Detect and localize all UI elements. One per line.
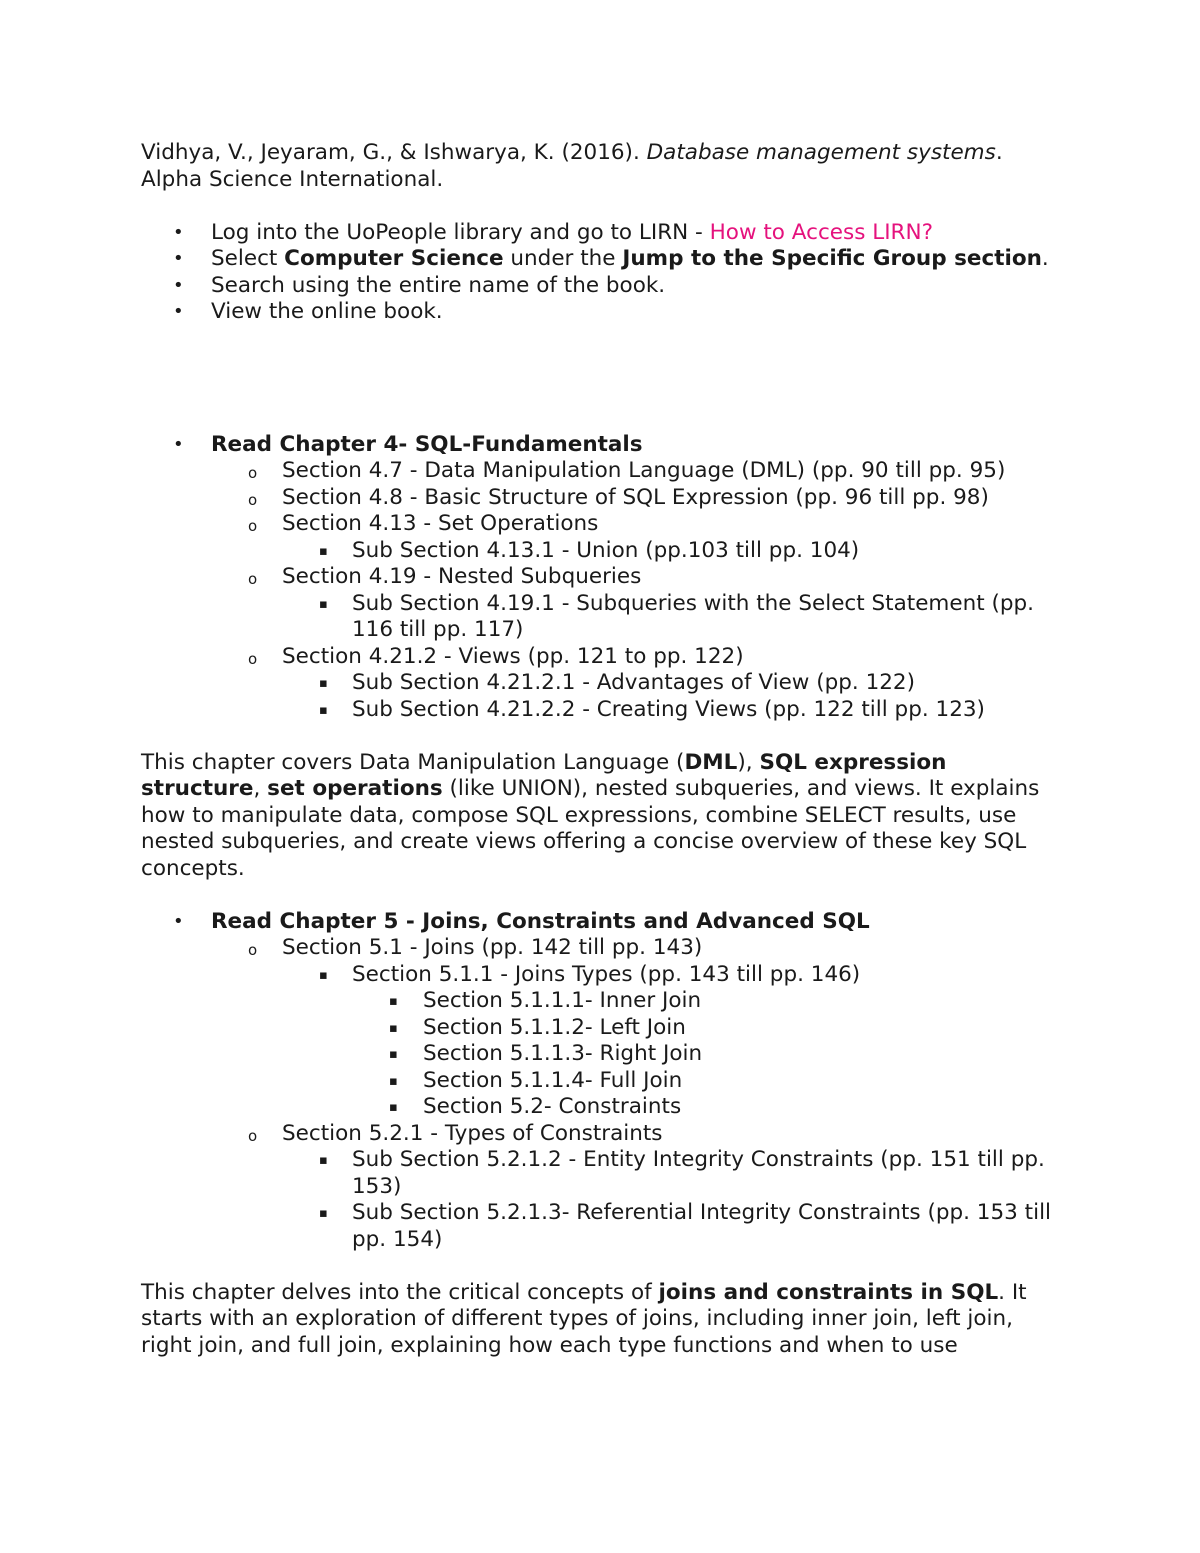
citation-book-title: Database management systems: [646, 140, 996, 165]
chapter4-summary: [141, 750, 1066, 883]
bullet-icon: ▪: [389, 994, 398, 1009]
access-step-text: Log into the UoPeople library and go to LIRN -: [211, 219, 710, 245]
bullet-icon: ▪: [319, 1206, 328, 1221]
summary-text: ),: [737, 749, 760, 775]
bold-text: DML: [684, 749, 738, 775]
citation-publisher: Alpha Science International.: [141, 166, 444, 192]
bullet-icon: o: [248, 1126, 258, 1145]
list-item-text: Section 5.1.1.1- Inner Join: [423, 988, 702, 1013]
list-item-text: Section 5.1.1 - Joins Types (pp. 143 till pp. 146): [352, 961, 861, 987]
list-item-text: Sub Section 4.21.2.2 - Creating Views (pp. 122 till pp. 123): [352, 696, 985, 722]
bullet-icon: o: [248, 517, 258, 535]
how-to-access-lirn-link[interactable]: How to Access LIRN?: [709, 219, 933, 245]
list-item: [141, 485, 1066, 512]
chapter4-list: [141, 432, 1066, 724]
list-item: [141, 1094, 1066, 1121]
summary-text: ,: [253, 776, 268, 801]
list-item-text: Section 4.7 - Data Manipulation Language (DML) (pp. 90 till pp. 95): [282, 458, 1006, 483]
bullet-icon: •: [173, 301, 184, 322]
list-item: [141, 1068, 1066, 1095]
access-step-1: [141, 220, 1066, 247]
citation-punct: .: [995, 140, 1003, 165]
bullet-icon: ▪: [319, 596, 328, 612]
chapter4-heading: Read Chapter 4- SQL-Fundamentals: [211, 431, 643, 457]
list-item-text: Sub Section 4.13.1 - Union (pp.103 till pp. 104): [352, 537, 860, 563]
list-item-text: Section 5.1.1.2- Left Join: [423, 1014, 686, 1040]
list-item: [141, 697, 1066, 724]
list-item-text: Section 5.1 - Joins (pp. 142 till pp. 143): [282, 935, 703, 960]
list-item: [141, 511, 1066, 538]
access-step-text: under the: [503, 246, 623, 271]
list-item: [141, 564, 1066, 591]
access-step-text: View the online book.: [211, 299, 443, 324]
list-item: [141, 935, 1066, 962]
list-item-text: Section 4.19 - Nested Subqueries: [282, 564, 642, 589]
list-item: [141, 988, 1066, 1015]
list-item: [141, 1147, 1066, 1200]
list-item: [141, 962, 1066, 989]
list-item: [141, 1015, 1066, 1042]
list-item: [141, 1041, 1066, 1068]
bullet-icon: ▪: [389, 1047, 398, 1062]
bullet-icon: o: [248, 649, 258, 668]
list-item: [141, 538, 1066, 565]
list-item: [141, 670, 1066, 697]
citation-authors: Vidhya, V., Jeyaram, G., & Ishwarya, K. (2016).: [141, 140, 647, 165]
bold-text: joins and constraints in SQL: [658, 1279, 999, 1305]
list-item-text: Sub Section 5.2.1.2 - Entity Integrity Constraints (pp. 151 till pp. 153): [352, 1147, 1045, 1199]
bullet-icon: ▪: [319, 1153, 328, 1168]
list-item-text: Section 4.21.2 - Views (pp. 121 to pp. 122): [282, 643, 744, 669]
bullet-icon: •: [173, 433, 184, 455]
bullet-icon: •: [173, 248, 184, 269]
bullet-icon: ▪: [389, 1020, 398, 1036]
bullet-icon: •: [173, 910, 184, 932]
list-item-text: Sub Section 5.2.1.3- Referential Integrity Constraints (pp. 153 till pp. 154): [352, 1200, 1052, 1252]
citation: [141, 140, 1066, 193]
bullet-icon: ▪: [389, 1100, 398, 1115]
list-item: [141, 644, 1066, 671]
chapter5-summary: [141, 1280, 1066, 1360]
summary-text: This chapter delves into the critical concepts of: [141, 1279, 659, 1305]
list-item-text: Sub Section 4.21.2.1 - Advantages of View (pp. 122): [352, 670, 915, 695]
bold-text: Computer Science: [284, 246, 504, 271]
bullet-icon: ▪: [389, 1073, 398, 1089]
bold-text: SQL expression structure: [141, 749, 947, 801]
chapter5-heading-item: [141, 909, 1066, 936]
bullet-icon: ▪: [319, 702, 328, 718]
bullet-icon: o: [248, 570, 258, 588]
list-item-text: Section 4.8 - Basic Structure of SQL Expression (pp. 96 till pp. 98): [282, 484, 989, 510]
access-steps-list: [141, 220, 1066, 326]
chapter5-list: [141, 909, 1066, 1254]
list-item: [141, 458, 1066, 485]
bold-text: set operations: [267, 776, 443, 801]
bullet-icon: ▪: [319, 543, 328, 559]
chapter4-heading-item: [141, 432, 1066, 459]
access-step-text: .: [1041, 246, 1049, 271]
bullet-icon: ▪: [319, 967, 328, 983]
list-item-text: Section 4.13 - Set Operations: [282, 511, 599, 536]
document-page: [141, 140, 1066, 1359]
summary-text: This chapter covers Data Manipulation Language (: [141, 749, 685, 775]
bullet-icon: o: [248, 941, 258, 959]
bullet-icon: o: [248, 464, 258, 482]
bold-text: Jump to the Specific Group section: [622, 246, 1042, 271]
access-step-text: Search using the entire name of the book.: [211, 272, 666, 298]
access-step-3: [141, 273, 1066, 300]
list-item: [141, 1121, 1066, 1148]
access-step-2: [141, 246, 1066, 273]
access-step-4: [141, 299, 1066, 326]
list-item-text: Section 5.2- Constraints: [423, 1094, 682, 1119]
summary-text: (like UNION), nested subqueries, and views. It explains how to manipulate data, compose SQL expressions, combine SELECT results, use nested subqueries, and create views offering a concise overview of these key SQL concepts.: [141, 776, 1040, 881]
list-item-text: Section 5.2.1 - Types of Constraints: [282, 1120, 663, 1146]
list-item: [141, 591, 1066, 644]
list-item: [141, 1200, 1066, 1253]
bullet-icon: o: [248, 490, 258, 509]
list-item-text: Section 5.1.1.3- Right Join: [423, 1041, 703, 1066]
list-item-text: Section 5.1.1.4- Full Join: [423, 1067, 683, 1093]
list-item-text: Sub Section 4.19.1 - Subqueries with the Select Statement (pp. 116 till pp. 117): [352, 590, 1034, 642]
bullet-icon: •: [173, 221, 184, 243]
summary-text: . It starts with an exploration of different types of joins, including inner join, left join, right join, and full join, explaining how each type functions and when to use: [141, 1279, 1027, 1358]
bullet-icon: ▪: [319, 676, 328, 691]
chapter5-heading: Read Chapter 5 - Joins, Constraints and Advanced SQL: [211, 908, 870, 934]
access-step-text: Select: [211, 246, 285, 271]
bullet-icon: •: [173, 274, 184, 296]
